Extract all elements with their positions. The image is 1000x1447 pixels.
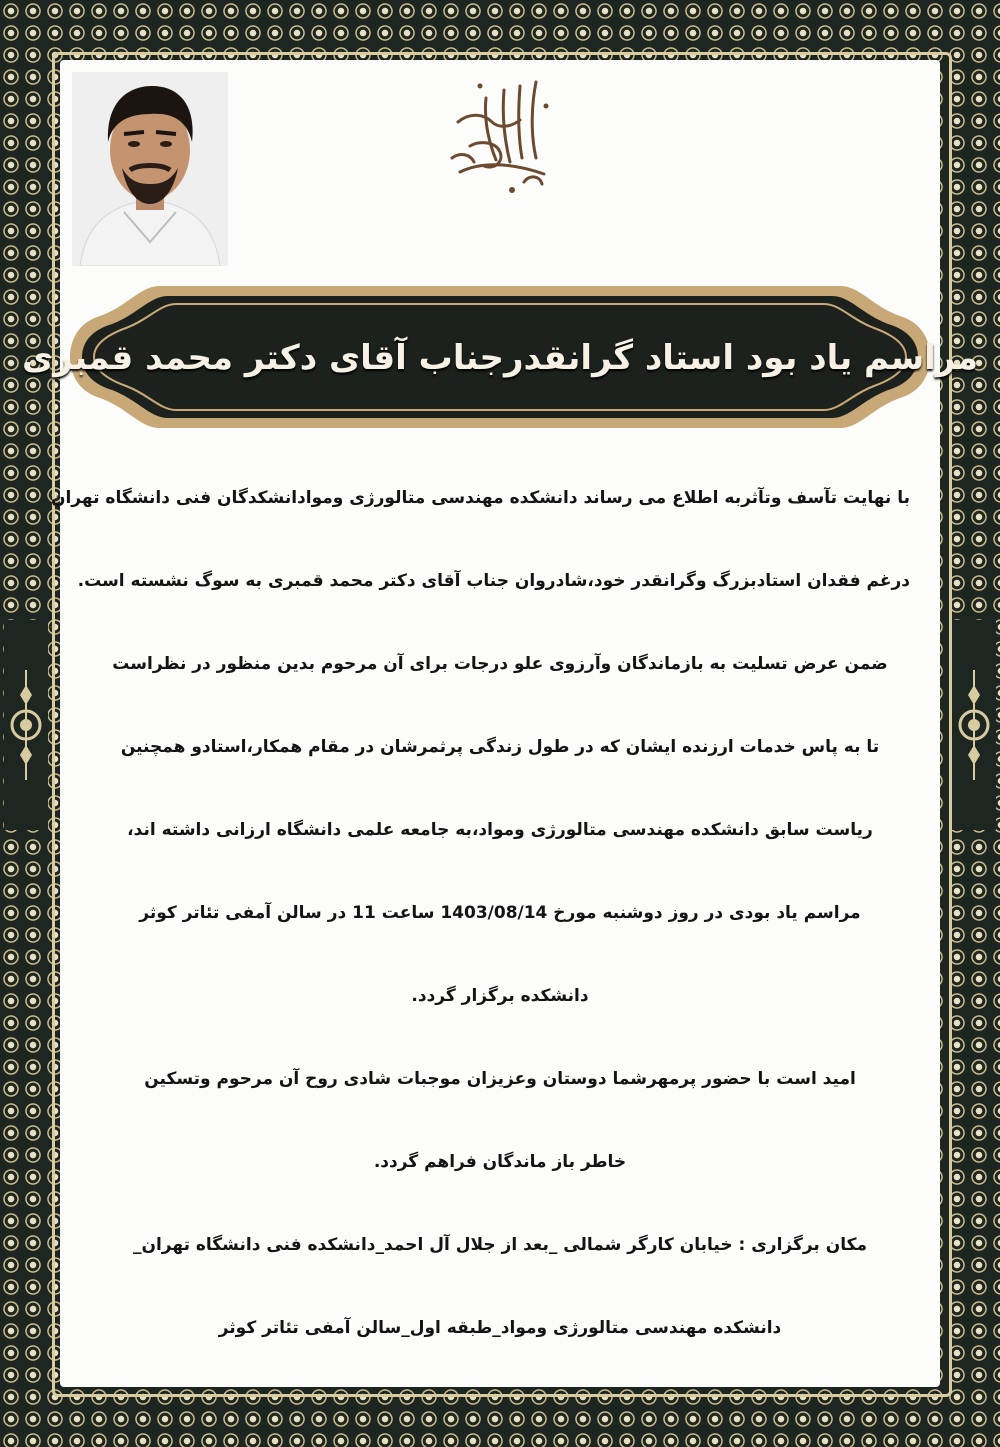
- body-line-5: ریاست سابق دانشکده مهندسی متالورژی ومواد،به جامعه علمی دانشگاه ارزانی داشته اند،: [127, 820, 873, 840]
- right-rosette-ornament-icon: [954, 670, 994, 780]
- body-line-9: خاطر باز ماندگان فراهم گردد.: [373, 1152, 627, 1172]
- body-line-3: ضمن عرض تسلیت به بازماندگان وآرزوی علو درجات برای آن مرحوم بدین منظور در نظراست: [112, 654, 888, 674]
- body-line-10: مکان برگزاری : خیابان کارگر شمالی _بعد از جلال آل احمد_دانشکده فنی دانشگاه تهران_: [132, 1235, 868, 1255]
- body-line-11: دانشکده مهندسی متالورژی ومواد_طبقه اول_سالن آمفی تئاتر کوثر: [218, 1318, 782, 1338]
- body-line-8: امید است با حضور پرمهرشما دوستان وعزیزان موجبات شادی روح آن مرحوم وتسکین: [144, 1069, 856, 1089]
- body-line-4: تا به پاس خدمات ارزنده ایشان که در طول زندگی پرثمرشان در مقام همکار،استادو همچنین: [120, 737, 880, 757]
- portrait-photo: [72, 72, 228, 266]
- left-rosette-ornament-icon: [6, 670, 46, 780]
- body-line-6: مراسم یاد بودی در روز دوشنبه مورخ 1403/08/14 ساعت 11 در سالن آمفی تئاتر کوثر: [139, 903, 861, 923]
- announcement-body: [50, 468, 910, 1381]
- body-line-7: دانشکده برگزار گردد.: [411, 986, 589, 1006]
- body-line-1: با نهایت تآسف وتآثربه اطلاع می رساند دانشکده مهندسی متالورژی وموادانشکدگان فنی دانشگاه تهران: [50, 488, 910, 508]
- body-line-2: درغم فقدان استادبزرگ وگرانقدر خود،شادروان جناب آقای دکتر محمد قمبری به سوگ نشسته است.: [77, 571, 910, 591]
- page-title: مراسم یاد بود استاد گرانقدرجناب آقای دکتر محمد قمبری: [21, 338, 979, 378]
- portrait-illustration: [72, 72, 228, 266]
- calligraphy-icon: [440, 62, 560, 202]
